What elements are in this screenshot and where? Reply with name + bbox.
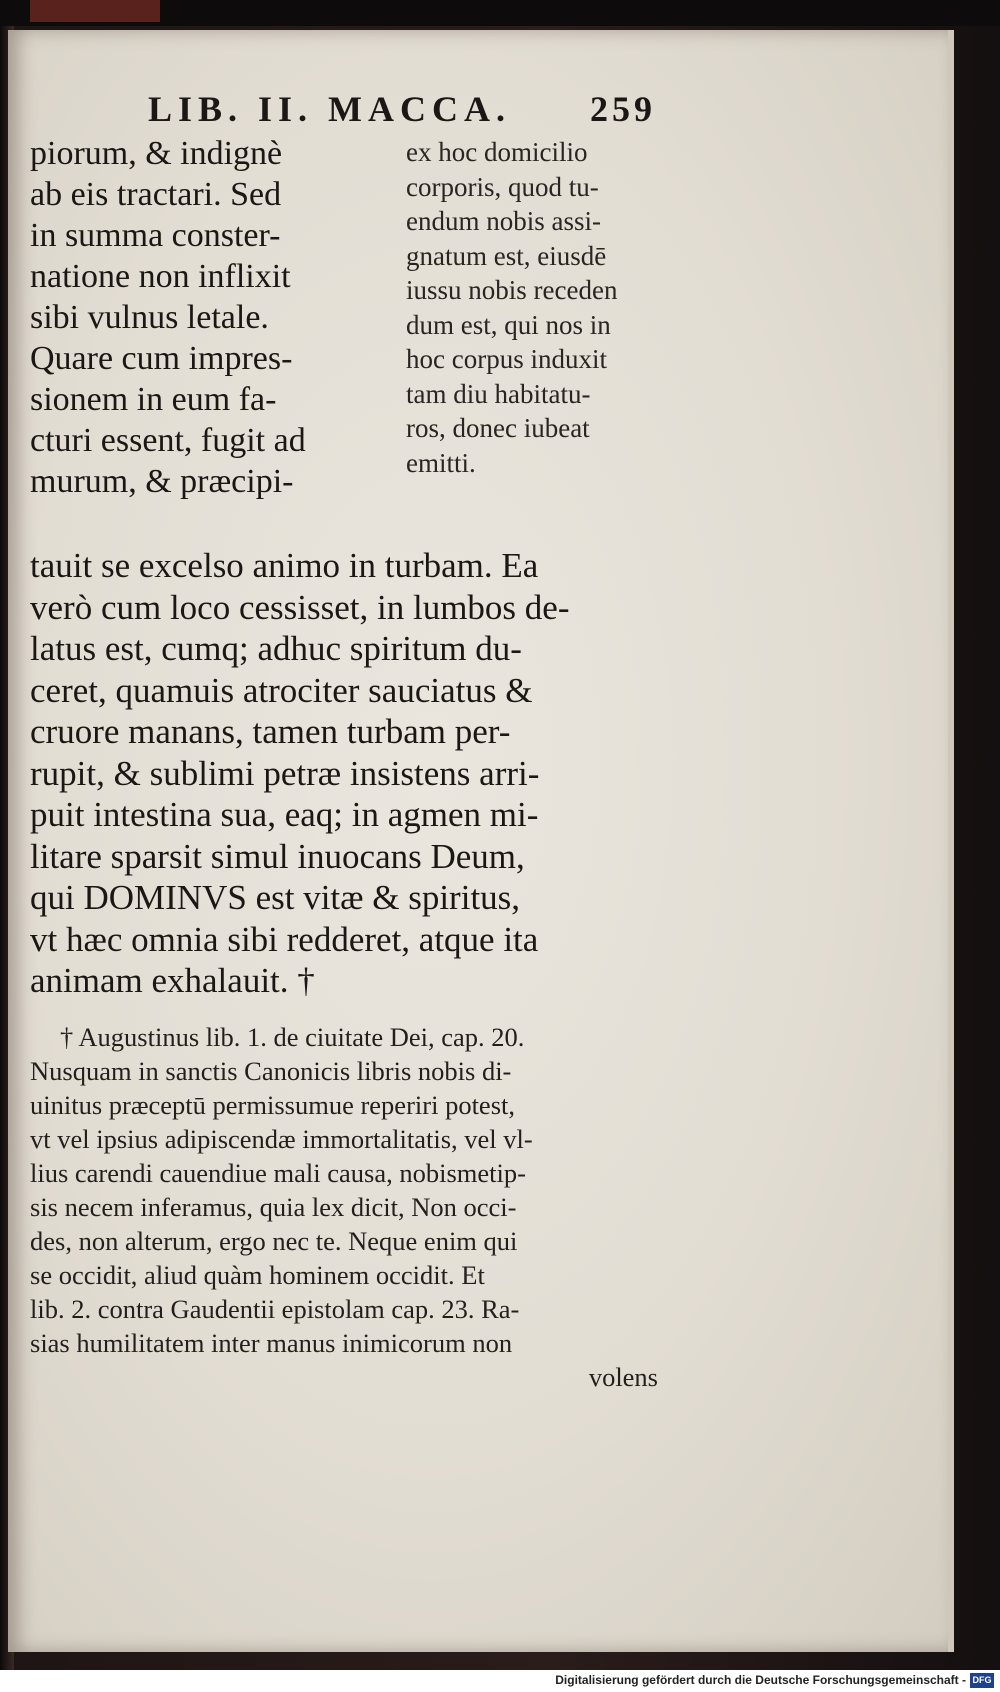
- body-line: puit intestina sua, eaq; in agmen mi-: [30, 795, 539, 834]
- side-note: [406, 135, 654, 480]
- left-column-line: in summa conster-: [30, 217, 281, 254]
- two-column-section: [30, 133, 670, 543]
- body-line: vt hæc omnia sibi redderet, atque ita: [30, 919, 539, 959]
- left-column-line: ab eis tractari. Sed: [30, 176, 282, 213]
- footnote-line: vt vel ipsius adipiscendæ immortalitatis, vel vl-: [30, 1123, 533, 1154]
- digitization-footer: [0, 1670, 1000, 1692]
- body-line: latus est, cumq; adhuc spiritum du-: [30, 629, 522, 668]
- dfg-logo-icon: DFG: [970, 1673, 994, 1688]
- footnote-line: uinitus præceptū permissumue reperiri potest,: [30, 1089, 515, 1120]
- footnote-line: Nusquam in sanctis Canonicis libris nobis di-: [30, 1055, 512, 1086]
- side-note-line: ros, donec iubeat: [406, 413, 590, 443]
- side-note-line: ex hoc domicilio: [406, 137, 588, 167]
- left-column-line: murum, & præcipi-: [30, 463, 294, 500]
- body-line: ceret, quamuis atrociter sauciatus &: [30, 670, 533, 710]
- page-text-block: [30, 85, 670, 1394]
- left-column: [30, 133, 370, 502]
- body-line: verò cum loco cessisset, in lumbos de-: [30, 587, 570, 627]
- footnote-line: † Augustinus lib. 1. de ciuitate Dei, cap. 20.: [60, 1021, 525, 1052]
- side-note-line: emitti.: [406, 447, 476, 478]
- left-column-line: sibi vulnus letale.: [30, 299, 269, 336]
- footnote-line: se occidit, aliud quàm hominem occidit. Et: [30, 1259, 485, 1290]
- left-column-line: sionem in eum fa-: [30, 381, 277, 418]
- side-note-line: endum nobis assi-: [406, 206, 601, 236]
- footnote-line: lib. 2. contra Gaudentii epistolam cap. 23. Ra-: [30, 1293, 520, 1324]
- footnote-line: sis necem inferamus, quia lex dicit, Non occi-: [30, 1191, 517, 1222]
- body-line: tauit se excelso animo in turbam. Ea: [30, 546, 539, 585]
- body-line: animam exhalauit. †: [30, 961, 315, 1000]
- running-head-title: LIB. II. MACCA.: [148, 89, 512, 129]
- left-column-line: cturi essent, fugit ad: [30, 422, 306, 459]
- side-note-line: gnatum est, eiusdē: [406, 240, 607, 271]
- left-column-line: Quare cum impres-: [30, 340, 293, 377]
- top-scan-strip: [0, 0, 1000, 26]
- body-line: rupit, & sublimi petræ insistens arri-: [30, 753, 540, 793]
- footnote-line: des, non alterum, ergo nec te. Neque enim qui: [30, 1225, 518, 1256]
- body-line: qui DOMINVS est vitæ & spiritus,: [30, 878, 521, 917]
- book-page: [8, 30, 954, 1652]
- side-note-line: hoc corpus induxit: [406, 344, 607, 374]
- body-line: cruore manans, tamen turbam per-: [30, 712, 511, 751]
- page-number: 259: [590, 89, 656, 129]
- footnote-line: lius carendi cauendiue mali causa, nobismetip-: [30, 1157, 526, 1188]
- side-note-line: tam diu habitatu-: [406, 378, 591, 409]
- left-column-line: natione non inflixit: [30, 258, 291, 295]
- digitization-credit: Digitalisierung gefördert durch die Deutsche Forschungsgemeinschaft -: [555, 1673, 966, 1687]
- footnote: [30, 1020, 670, 1394]
- ribbon-mark: [30, 0, 160, 22]
- side-note-line: corporis, quod tu-: [406, 171, 599, 202]
- body-line: litare sparsit simul inuocans Deum,: [30, 836, 525, 876]
- catchword: volens: [588, 1361, 658, 1392]
- main-body: [30, 545, 670, 1002]
- footnote-line: sias humilitatem inter manus inimicorum non: [30, 1327, 513, 1358]
- side-note-line: iussu nobis receden: [406, 275, 618, 305]
- side-note-line: dum est, qui nos in: [406, 309, 611, 340]
- running-head: [30, 85, 670, 133]
- left-column-line: piorum, & indignè: [30, 135, 283, 172]
